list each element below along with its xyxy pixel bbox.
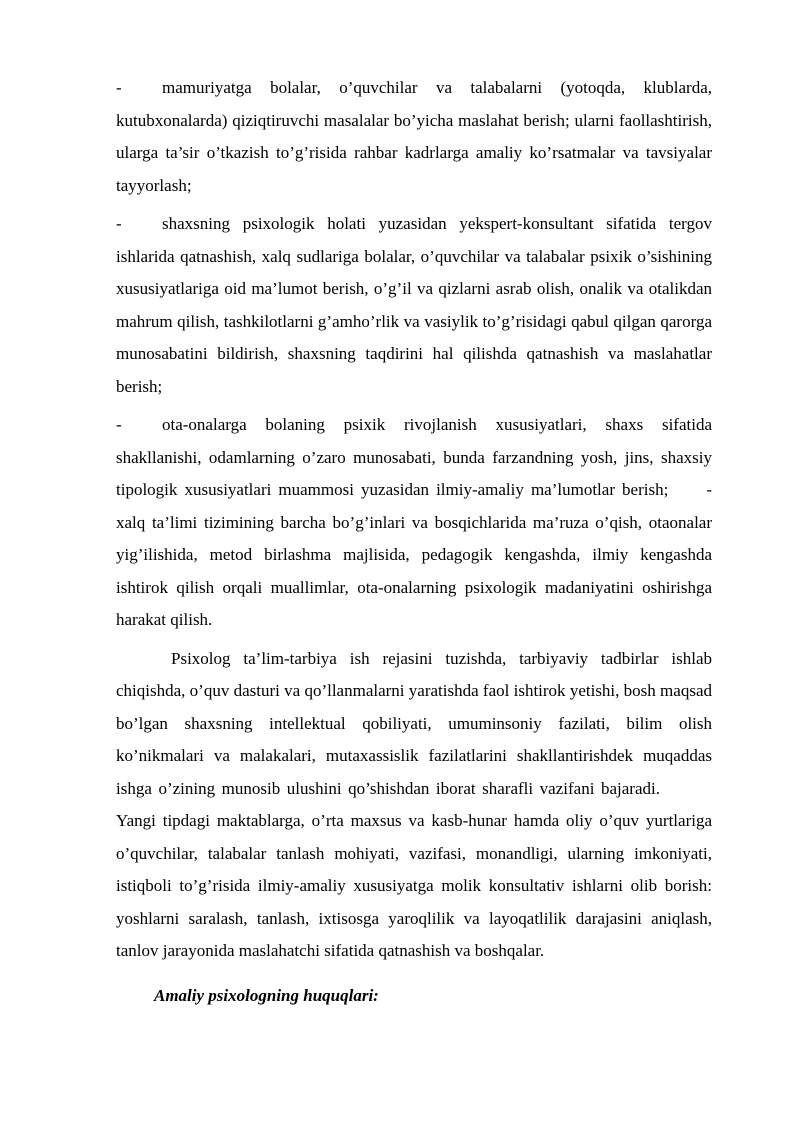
paragraph-text: Psixolog ta’lim-tarbiya ish rejasini tuzishda, tarbiyaviy tadbirlar ishlab chiqishda, o’quv dasturi va qo’llanmalarni yaratishda faol ishtirok yetishi, bosh maqsad bo’lgan shaxsning intellektual qobiliyati, umuminsoniy fazilati, bilim olish ko’nikmalari va malakalari, mutaxassislik fazilatlarini shakllantirishdek muqaddas ishga o’zining munosib ulushini qo’shishdan iborat sharafli vazifani bajaradi.	[116, 648, 712, 798]
document-page	[116, 72, 712, 1012]
bullet-dash: -	[116, 78, 122, 97]
section-heading: Amaliy psixologning huquqlari:	[154, 985, 379, 1005]
bullet-continuation-text: - xalq ta’limi tizimining barcha bo’g’inlari va bosqichlarida ma’ruza o’qish, otaonalar yig’ilishida, metod birlashma majlisida, pedagogik kengashda, ilmiy kengashda ishtirok qilish orqali muallimlar, ota-onalarning psixologik madaniyatini oshirishga harakat qilish.	[116, 480, 712, 629]
list-item	[116, 409, 712, 637]
body-paragraph	[116, 643, 712, 968]
paragraph-text: Yangi tipdagi maktablarga, o’rta maxsus va kasb-hunar hamda oliy o’quv yurtlariga o’quvchilar, talabalar tanlash mohiyati, vazifasi, monandligi, ularning imkoniyati, istiqboli to’g’risida ilmiy-amaliy xususiyatga molik konsultativ ishlarni olib borish: yoshlarni saralash, tanlash, ixtisosga yaroqlilik va layoqatlilik darajasini aniqlash, tanlov jarayonida maslahatchi sifatida qatnashish va boshqalar.	[116, 811, 712, 960]
bullet-text: shaxsning psixologik holati yuzasidan yekspert-konsultant sifatida tergov ishlarida qatnashish, xalq sudlariga bolalar, o’quvchilar va talabalar psixik o’sishining xususiyatlariga oid ma’lumot berish, o’g’il va qizlarni asrab olish, onalik va otalikdan mahrum qilish, tashkilotlarni g’amho’rlik va vasiylik to’g’risidagi qabul qilgan qarorga munosabatini bildirish, shaxsning taqdirini hal qilishda qatnashish va maslahatlar berish;	[116, 214, 712, 396]
bullet-dash: -	[116, 214, 122, 233]
list-item	[116, 208, 712, 403]
bullet-dash: -	[116, 415, 122, 434]
list-item	[116, 72, 712, 202]
bullet-text: ota-onalarga bolaning psixik rivojlanish xususiyatlari, shaxs sifatida shakllanishi, odamlarning o’zaro munosabati, bunda farzandning yosh, jins, shaxsiy tipologik xususiyatlari muammosi yuzasidan ilmiy-amaliy ma’lumotlar berish;	[116, 415, 712, 499]
bullet-text: mamuriyatga bolalar, o’quvchilar va talabalarni (yotoqda, klublarda, kutubxonalarda) qiziqtiruvchi masalalar bo’yicha maslahat berish; ularni faollashtirish, ularga ta’sir o’tkazish to’g’risida rahbar kadrlarga amaliy ko’rsatmalar va tavsiyalar tayyorlash;	[116, 78, 712, 195]
